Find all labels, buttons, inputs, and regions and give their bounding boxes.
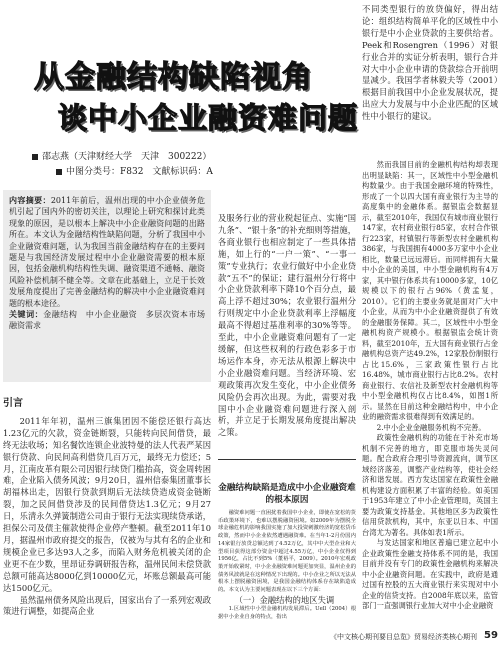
- column-2-section: [218, 476, 356, 622]
- section-divider: [218, 459, 356, 460]
- column-2: [218, 213, 356, 439]
- paragraph: 不同类型银行的放贷偏好，得出结论：组织结构简单平化的区域性中小银行是中小企业贷款的主要供给者。Peek和Rosengren（1996）对银行业合并的实证分析表明，银行合并对大中小企业申请的贷款综合开前明显减少。我国学者林毅夫等（2001）根据目前我国中小企业发展状况，提出应大力发展与中小企业匹配的区域性中小银行的建议。: [362, 4, 498, 122]
- paragraph: 融资难问题一直困扰着我国中小企业，即使在宽松的货币政策环境下，也难以摆脱融资困境。如2009年为摆脱全球金融危机的影响我国实施了加大投资刺激经济的宽松货币政策，然而中小企业依然遭遇融资难。在当年1-2月份国内14家银行放贷总额达到了4.52万亿，其中中大型企业和大型项目获得这部分资金中超过4.55万亿，中小企业仅得到1956亿，占比不到5%（董裕平，2009）。2010年宏观政策开始收紧时，中小企业融资难问题更加突显，温州企业的债务风波就是在这种情况下出现的。中小企业之所以无法从根本上摆脱融资困境，是我国金融结构体系存在缺陷造成的。本文认为主要问题表现在以下三个方面：: [218, 510, 356, 594]
- author-text: 邵志燕（天津财经大学 天津 300222）: [42, 152, 212, 162]
- paragraph: 然而我国目前的金融机构结构却表现出明显缺陷：其一，区域性中小型金融机构数量少。由于我国金融环境的特殊性，形成了一个以四大国有商业银行为主导的高度集中的金融体系。据银监会数据显示，截至2010年，我国仅有城市商业银行147家，农村商业银行85家，农村合作银行223家，村镇银行等新型农村金融机构386家，与我国拥有4000多万家中小企业相比，数量已远远滞后。而同样拥有大量中小企业的美国，中小型金融机构有4万家，其中银行体系共有10000多家，10亿规模以下的银行占96%（黄孟复，2010）。它们的主要业务就是面对广大中小企业，从而为中小企业融资提供了有效的金融服务保障。其二，区域性中小型金融机构资产规模小。根据银监会统计资料，截至2010年，五大国有商业银行占金融机构总资产达49.2%，12家股份制银行占比15.6%，三家政策性银行占比16.48%，城市商业银行占比8.2%。农村商业银行、农信社及新型农村金融机构等中小型金融机构仅占比8.4%，如图1所示。显然在目前这种金融结构中，中小企业的融资需求很难得到有效满足的。: [362, 160, 498, 421]
- author-line: [32, 149, 211, 162]
- bullet-icon: [56, 169, 62, 175]
- paragraph: 1.区域性中小型金融机构发展滞后。Uell（2004）根据中小企业自身的特点，指出: [218, 606, 356, 621]
- column-3: [362, 4, 498, 123]
- abstract-label: 内容摘要：: [9, 196, 51, 205]
- subsection-heading: （一）金融结构的地区失调: [234, 594, 335, 605]
- paragraph: 2.中小企业金融服务机构不完善。: [376, 422, 486, 432]
- bullet-icon: [32, 154, 38, 160]
- keywords-label: 关键词：: [9, 310, 44, 320]
- classification-text: 中图分类号：F832 文献标识码：A: [66, 167, 213, 177]
- column-3-continued: [362, 160, 498, 612]
- intro-heading: 引言: [3, 398, 23, 409]
- journal-footer: 《中文核心期刊要目总览》贸易经济类核心期刊: [330, 633, 477, 641]
- keywords-text: 金融结构 中小企业融资 多层次资本市场 融资需求: [9, 310, 214, 331]
- paragraph: 虽然温州债务风险出现后，国家出台了一系列宏观政策进行调整，如提高企业: [3, 594, 211, 617]
- title-line-1: 从金融结构缺陷视角: [34, 60, 313, 95]
- title-line-2: 谈中小企业融资难问题: [58, 101, 359, 135]
- paragraph: 与发达国家和地区普遍已建立起中小企业政策性金融支持体系不同的是，我国目前并没有专门的政策性金融机构来解决中小企业融资问题。在实践中，政府是通过国有控股的五大商业银行来实现对中小企业的信贷支持。自2008年底以来，监管部门一直强调银行业加大对中小企业融资: [362, 538, 498, 610]
- page-number: 59: [484, 630, 498, 641]
- column-1: [3, 398, 211, 618]
- paragraph: 政策性金融机构的功能在于补充市场机制不完善的地方，即克服市场失灵问题。配合政府合理引导资源流向，调节区域经济落差，调整产业结构等，使社会经济和谐发展。西方发达国家在政策性金融机构建设方面积累了丰富的经验。如美国于1953年建立了中小企业管理局，英国主要为政策支持基金。其他地区多为政策性信用贷款机构，其中，东亚以日本、中国台湾尤为著名。具体如表1所示。: [362, 433, 498, 537]
- section-heading: 金融结构缺陷是造成中小企业融资难的根本原因: [218, 483, 356, 505]
- abstract-text: 2011年前后，温州出现的中小企业债务危机引起了国内外的密切关注，以理论上研究和探讨此类现象的原因，是以根本上解决中小企业融资问题的出路所在。本文认为金融结构性缺陷问题，分析了我国中小企业融资难问题，认为我国当前金融结构存在的主要问题是与我国经济发展过程中小企业融资需要的根本原因，包括金融机构结构性失调、融资渠道不通畅、融资风险补偿机制不健全等。文章在此基础上，立足于长效发展角度提出了完善金融结构的解决中小企业融资难问题的根本途径。: [9, 196, 206, 308]
- paragraph: 及服务行业的营业税起征点、实施“国九条”、“银十条”的补充细则等措施，各商业银行也相应制定了一些具体措施，如上行的“一户一策”、“一事一策”专业执行；农业行做好中小企业贷款“五不”的保证；建行温州分行将中小企业贷款利率下降10个百分点，最高上浮不超过30%；农业银行温州分行则规定中小企业贷款利率上浮幅度最高不得超过基准利率的30%等等。至此，中小企业融资难问题有了一定缓解，但这些权利的行政色彩多于市场运作本身，亦无法从根源上解决中小企业融资难问题。当经济环境、宏观政策再次发生变化，中小企业债务风险仍会再次出现。为此，需要对我国中小企业融资难问题进行深入剖析，并立足于长期发展角度提出解决之策。: [218, 213, 356, 438]
- abstract-box: [3, 190, 214, 382]
- paragraph: 2011年年初，温州三旗集团因不能偿还银行高达1.23亿元的欠款，资金链断裂，只能转向民间借贷，最终无法收场；知名餐饮连锁企业波特曼的法人代表严某因银行贷款、向民间高利借贷几百万元，最终无力偿还；5月，江南皮革有限公司因银行续贷门槛抬高，资金周转困难，企业陷入债务风波；9月20日，温州信泰集团董事长胡福林出走，因银行贷款到期后无法续贷造成资金链断裂，加之民间借贷涉及的民间借贷达1.3亿元；9月27日，乐清永久弹簧制造公司由于银行无法实现续贷承诺，担保公司及债主催款使得企业停产整顿。截至2011年10月，据温州市政府提交的报告，仅被为与其有名的企业和规模企业已多达93人之多，而陷入财务危机被关闭的企业更不在少数，里昂证券调研报告称，温州民间未偿贷款总额可能高达8000亿到10000亿元，坏账总额最高可能达1500亿元。: [3, 415, 211, 593]
- classification-line: [56, 164, 213, 177]
